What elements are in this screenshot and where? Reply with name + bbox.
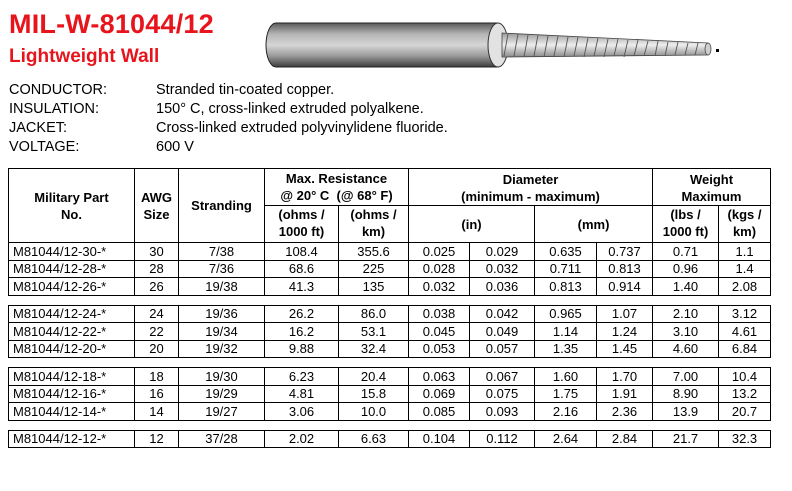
table-row xyxy=(9,403,771,421)
cell-diameter-in-min: 0.038 xyxy=(409,305,470,323)
table-row xyxy=(9,385,771,403)
header-res-20: @ 20° C xyxy=(280,188,330,203)
table-row xyxy=(9,323,771,341)
wire-illustration-icon xyxy=(262,17,722,75)
cell-diameter-mm-max: 1.07 xyxy=(597,305,653,323)
cell-diameter-in-max: 0.093 xyxy=(470,403,535,421)
cell-diameter-in-min: 0.069 xyxy=(409,385,470,403)
header-unit-lbs: (lbs / 1000 ft) xyxy=(653,206,719,243)
cell-weight-lbs: 8.90 xyxy=(653,385,719,403)
cell-diameter-mm-max: 0.813 xyxy=(597,260,653,278)
cell-diameter-mm-min: 1.60 xyxy=(535,368,597,386)
header-unit-mm: (mm) xyxy=(535,206,653,243)
table-row xyxy=(9,340,771,358)
spec-label: VOLTAGE: xyxy=(9,139,80,155)
cell-resistance-ohms-km: 355.6 xyxy=(339,243,409,261)
header-awg: AWG Size xyxy=(135,169,179,243)
cell-resistance-ohms-km: 32.4 xyxy=(339,340,409,358)
cell-awg-size: 30 xyxy=(135,243,179,261)
header-resistance xyxy=(265,169,409,206)
cell-resistance-ohms-ft: 68.6 xyxy=(265,260,339,278)
cell-diameter-mm-min: 1.14 xyxy=(535,323,597,341)
cell-weight-kgs: 6.84 xyxy=(719,340,771,358)
cell-weight-kgs: 1.4 xyxy=(719,260,771,278)
cell-weight-kgs: 2.08 xyxy=(719,278,771,296)
cell-diameter-in-min: 0.045 xyxy=(409,323,470,341)
cell-diameter-in-max: 0.075 xyxy=(470,385,535,403)
cell-diameter-in-max: 0.067 xyxy=(470,368,535,386)
cell-diameter-mm-max: 2.84 xyxy=(597,430,653,448)
cell-weight-lbs: 7.00 xyxy=(653,368,719,386)
cell-weight-lbs: 13.9 xyxy=(653,403,719,421)
cell-weight-lbs: 21.7 xyxy=(653,430,719,448)
group-spacer xyxy=(9,295,771,305)
cell-diameter-mm-min: 1.35 xyxy=(535,340,597,358)
cell-diameter-mm-min: 2.16 xyxy=(535,403,597,421)
header-diameter xyxy=(409,169,653,206)
cell-awg-size: 24 xyxy=(135,305,179,323)
cell-resistance-ohms-ft: 9.88 xyxy=(265,340,339,358)
cell-diameter-mm-min: 0.635 xyxy=(535,243,597,261)
cell-diameter-in-max: 0.032 xyxy=(470,260,535,278)
cell-resistance-ohms-km: 86.0 xyxy=(339,305,409,323)
header-resistance-title: Max. Resistance xyxy=(285,171,388,186)
cell-resistance-ohms-ft: 26.2 xyxy=(265,305,339,323)
table-row xyxy=(9,243,771,261)
spec-value: 600 V xyxy=(156,139,194,155)
cell-resistance-ohms-km: 53.1 xyxy=(339,323,409,341)
cell-diameter-in-min: 0.032 xyxy=(409,278,470,296)
table-body xyxy=(9,243,771,448)
cell-part-no: M81044/12-24-* xyxy=(9,305,135,323)
header-res-68: (@ 68° F) xyxy=(336,188,393,203)
page-title: MIL-W-81044/12 xyxy=(9,9,214,39)
cell-diameter-mm-max: 2.36 xyxy=(597,403,653,421)
table-header-row xyxy=(9,169,771,206)
cell-diameter-mm-max: 1.45 xyxy=(597,340,653,358)
page-subtitle: Lightweight Wall xyxy=(9,46,160,67)
cell-part-no: M81044/12-18-* xyxy=(9,368,135,386)
cell-awg-size: 22 xyxy=(135,323,179,341)
cell-diameter-in-min: 0.085 xyxy=(409,403,470,421)
decorative-dot xyxy=(716,49,719,52)
header-stranding: Stranding xyxy=(179,169,265,243)
spec-label: JACKET: xyxy=(9,120,68,136)
header-unit-ohms-km: (ohms / km) xyxy=(339,206,409,243)
cell-resistance-ohms-ft: 6.23 xyxy=(265,368,339,386)
cell-weight-lbs: 2.10 xyxy=(653,305,719,323)
spec-label: INSULATION: xyxy=(9,101,99,117)
cell-diameter-in-min: 0.028 xyxy=(409,260,470,278)
spacer-cell xyxy=(9,358,771,368)
cell-stranding: 37/28 xyxy=(179,430,265,448)
cell-part-no: M81044/12-12-* xyxy=(9,430,135,448)
cell-resistance-ohms-ft: 3.06 xyxy=(265,403,339,421)
cell-diameter-in-max: 0.042 xyxy=(470,305,535,323)
cell-stranding: 19/32 xyxy=(179,340,265,358)
header-weight: Weight Maximum xyxy=(653,169,771,206)
spec-value: Stranded tin-coated copper. xyxy=(156,82,335,98)
cell-weight-kgs: 32.3 xyxy=(719,430,771,448)
cell-diameter-mm-min: 0.813 xyxy=(535,278,597,296)
spacer-cell xyxy=(9,295,771,305)
cell-awg-size: 18 xyxy=(135,368,179,386)
cell-resistance-ohms-ft: 4.81 xyxy=(265,385,339,403)
cell-weight-lbs: 0.96 xyxy=(653,260,719,278)
cell-resistance-ohms-km: 15.8 xyxy=(339,385,409,403)
spec-value: 150° C, cross-linked extruded polyalkene. xyxy=(156,101,424,117)
table-row xyxy=(9,430,771,448)
cell-stranding: 19/29 xyxy=(179,385,265,403)
cell-resistance-ohms-km: 6.63 xyxy=(339,430,409,448)
cell-stranding: 19/34 xyxy=(179,323,265,341)
cell-diameter-mm-max: 0.737 xyxy=(597,243,653,261)
cell-awg-size: 28 xyxy=(135,260,179,278)
cell-awg-size: 12 xyxy=(135,430,179,448)
cell-weight-lbs: 1.40 xyxy=(653,278,719,296)
cell-weight-kgs: 4.61 xyxy=(719,323,771,341)
spec-value: Cross-linked extruded polyvinylidene fluoride. xyxy=(156,120,448,136)
cell-weight-lbs: 0.71 xyxy=(653,243,719,261)
spec-label: CONDUCTOR: xyxy=(9,82,108,98)
cell-diameter-mm-max: 1.70 xyxy=(597,368,653,386)
cell-diameter-mm-max: 1.24 xyxy=(597,323,653,341)
cell-diameter-mm-max: 1.91 xyxy=(597,385,653,403)
cell-resistance-ohms-ft: 2.02 xyxy=(265,430,339,448)
cell-diameter-in-max: 0.049 xyxy=(470,323,535,341)
cell-diameter-mm-min: 0.711 xyxy=(535,260,597,278)
cell-resistance-ohms-ft: 41.3 xyxy=(265,278,339,296)
header-unit-ohms-ft: (ohms / 1000 ft) xyxy=(265,206,339,243)
table-row xyxy=(9,305,771,323)
cell-diameter-mm-min: 1.75 xyxy=(535,385,597,403)
cell-diameter-in-min: 0.104 xyxy=(409,430,470,448)
spec-voltage xyxy=(9,138,448,157)
cell-stranding: 7/38 xyxy=(179,243,265,261)
cell-weight-kgs: 10.4 xyxy=(719,368,771,386)
header-part: Military Part No. xyxy=(9,169,135,243)
cell-part-no: M81044/12-30-* xyxy=(9,243,135,261)
cell-part-no: M81044/12-14-* xyxy=(9,403,135,421)
spec-insulation xyxy=(9,100,448,119)
cell-diameter-in-max: 0.057 xyxy=(470,340,535,358)
cell-weight-kgs: 20.7 xyxy=(719,403,771,421)
wire-spec-table xyxy=(8,168,771,448)
cell-awg-size: 14 xyxy=(135,403,179,421)
cell-diameter-mm-min: 2.64 xyxy=(535,430,597,448)
cell-stranding: 19/30 xyxy=(179,368,265,386)
table-row xyxy=(9,278,771,296)
cell-stranding: 19/27 xyxy=(179,403,265,421)
cell-resistance-ohms-km: 225 xyxy=(339,260,409,278)
cell-part-no: M81044/12-16-* xyxy=(9,385,135,403)
spacer-cell xyxy=(9,420,771,430)
cell-stranding: 19/36 xyxy=(179,305,265,323)
cell-diameter-in-max: 0.029 xyxy=(470,243,535,261)
cell-diameter-mm-min: 0.965 xyxy=(535,305,597,323)
table-row xyxy=(9,260,771,278)
cell-stranding: 7/36 xyxy=(179,260,265,278)
cell-awg-size: 20 xyxy=(135,340,179,358)
cell-diameter-in-max: 0.112 xyxy=(470,430,535,448)
header-unit-kgs: (kgs / km) xyxy=(719,206,771,243)
cell-awg-size: 16 xyxy=(135,385,179,403)
cell-part-no: M81044/12-20-* xyxy=(9,340,135,358)
cell-weight-kgs: 3.12 xyxy=(719,305,771,323)
cell-weight-kgs: 1.1 xyxy=(719,243,771,261)
cell-part-no: M81044/12-22-* xyxy=(9,323,135,341)
cell-stranding: 19/38 xyxy=(179,278,265,296)
header-diameter-range: (minimum - maximum) xyxy=(461,189,600,204)
cell-weight-kgs: 13.2 xyxy=(719,385,771,403)
cell-diameter-in-min: 0.025 xyxy=(409,243,470,261)
cell-awg-size: 26 xyxy=(135,278,179,296)
cell-resistance-ohms-km: 10.0 xyxy=(339,403,409,421)
cell-resistance-ohms-km: 20.4 xyxy=(339,368,409,386)
cell-part-no: M81044/12-28-* xyxy=(9,260,135,278)
group-spacer xyxy=(9,420,771,430)
spec-list xyxy=(9,81,448,157)
cell-resistance-ohms-ft: 16.2 xyxy=(265,323,339,341)
cell-resistance-ohms-km: 135 xyxy=(339,278,409,296)
cell-part-no: M81044/12-26-* xyxy=(9,278,135,296)
cell-diameter-in-min: 0.053 xyxy=(409,340,470,358)
header-unit-in: (in) xyxy=(409,206,535,243)
cell-diameter-in-max: 0.036 xyxy=(470,278,535,296)
cell-weight-lbs: 3.10 xyxy=(653,323,719,341)
cell-weight-lbs: 4.60 xyxy=(653,340,719,358)
cell-resistance-ohms-ft: 108.4 xyxy=(265,243,339,261)
spec-jacket xyxy=(9,119,448,138)
spec-conductor xyxy=(9,81,448,100)
group-spacer xyxy=(9,358,771,368)
table-row xyxy=(9,368,771,386)
cell-diameter-mm-max: 0.914 xyxy=(597,278,653,296)
header-diameter-title: Diameter xyxy=(502,172,559,187)
cell-diameter-in-min: 0.063 xyxy=(409,368,470,386)
